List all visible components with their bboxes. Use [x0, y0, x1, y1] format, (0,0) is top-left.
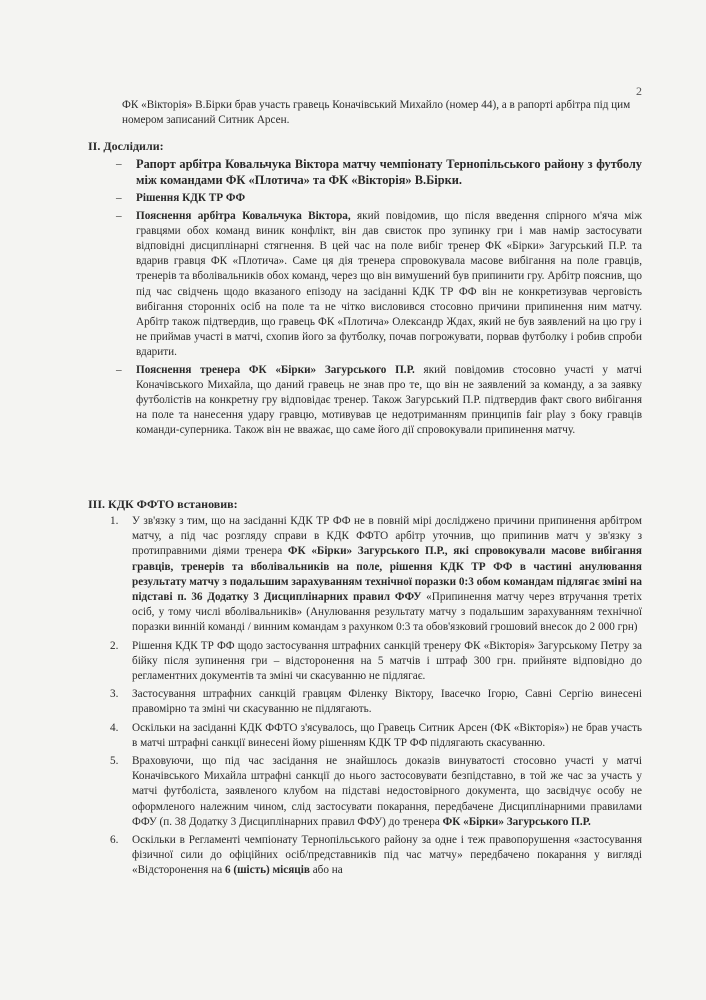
- item-number: 6.: [110, 834, 119, 847]
- dash-bullet: –: [116, 192, 122, 205]
- list-item: [112, 191, 642, 206]
- item-text-tail: «Припинення матчу через втручання третіх осіб, у тому числі вболівальників» (Анулювання результату матчу з подальшим зарахуванням технічної поразки винній команді / винним командам з рахунком 0:3 та обов'язковий грошовий внесок до 2 000 грн): [132, 591, 642, 634]
- item-number: 2.: [110, 639, 119, 652]
- item-number: 3.: [110, 688, 119, 701]
- list-item: [110, 833, 642, 879]
- item-text: який повідомив, що після введення спірного м'яча між гравцями обох команд виник конфлікт, він дав свисток про зупинку гри і мав намір застосувати відповідні дисциплінарні стягнення. В цей час на поле вибіг тренер ФК «Бірки» Загурський П.Р. та вдарив гравця ФК «Плотича». Саме ця дія тренера спровокувала масове вибігання на поле гравців, тренерів та вболівальників обох команд, через що він вимушений був припинити гру. Арбітр пояснив, що під час свідчень щодо вказаного епізоду на засіданні КДК ТР ФФ він не конкретизував черговість вибігання сторонніх осіб на поле та не чітко висловився стосовно причини припинення ним матчу. Арбітр також підтвердив, що гравець ФК «Плотича» Олександр Ждах, який не був заявлений на цю гру і не приймав участі в матчі, схопив його за футболку, почав погрожувати, порвав футболку і робив спроби вдарити.: [136, 209, 642, 359]
- item-number: 5.: [110, 755, 119, 768]
- item-bold: Пояснення арбітра Ковальчука Віктора,: [136, 209, 351, 222]
- page-number: 2: [636, 84, 642, 98]
- dash-bullet: –: [116, 209, 122, 222]
- list-item: [110, 514, 642, 636]
- section-3-list: [110, 514, 642, 882]
- item-bold: Рапорт арбітра Ковальчука Віктора матчу чемпіонату Тернопільського району з футболу між командами ФК «Плотича» та ФК «Вікторія» В.Бірки.: [136, 157, 642, 188]
- list-item: [112, 209, 642, 361]
- list-item: [110, 639, 642, 685]
- item-text: Оскільки на засіданні КДК ФФТО з'ясувалось, що Гравець Ситник Арсен (ФК «Вікторія») не брав участь в матчі штрафні санкції винесені йому рішенням КДК ТР ФФ підлягають скасуванню.: [132, 721, 642, 749]
- item-number: 1.: [110, 515, 119, 527]
- item-text: Оскільки в Регламенті чемпіонату Тернопільського району за одне і теж правопорушення «застосування фізичної сили до офіційних осіб/представників під час матчу» передбачено покарання у вигляді «Відсторонення на: [132, 834, 642, 877]
- list-item: [110, 721, 642, 751]
- section-2-heading: ІІ. Дослідили:: [88, 139, 164, 153]
- list-item: [110, 687, 642, 717]
- item-bold: ФК «Бірки» Загурського П.Р., які спровокували масове вибігання гравців, тренерів та вболівальників на поле, рішення КДК ТР ФФ в частині анулювання результату матчу з подальшим зарахуванням технічної поразки 0:3 обом командам підлягає зміні на підставі п. 36 Додатку 3 Дисциплінарних правил ФФУ: [132, 545, 642, 604]
- item-text: Застосування штрафних санкцій гравцям Філенку Віктору, Івасечко Ігорю, Савні Сергію винесені правомірно та зміні чи скасуванню не підлягають.: [132, 688, 642, 716]
- item-text: У зв'язку з тим, що на засіданні КДК ТР ФФ не в повній мірі досліджено причини припинення арбітром матчу, а під час розгляду справи в КДК ФФТО арбітр уточнив, що припинив матч у зв'язку з протиправними діями тренера: [132, 515, 642, 558]
- item-text: Враховуючи, що під час засідання не знайшлось доказів винуватості стосовно участі у матчі Коначівського Михайла штрафні санкції до нього застосовувати безпідставно, в той же час за участь у матчі футболіста, заявленого клубом на підставі недостовірного документа, що засвідчує особу не оформленого належним чином, слід застосувати покарання, передбачене Дисциплінарними правилами ФФУ (п. 38 Додатку 3 Дисциплінарних правил ФФУ) до тренера: [132, 755, 642, 828]
- section-2-list: [112, 157, 642, 441]
- list-item: [112, 157, 642, 189]
- item-number: 4.: [110, 721, 119, 734]
- item-text: Рішення КДК ТР ФФ щодо застосування штрафних санкцій тренеру ФК «Вікторія» Загурському Петру за бійку після зупинення гри – відсторонення на 5 матчів і штраф 300 грн. прийняте відповідно до регламентних документів та зміні чи скасуванню не підлягає.: [132, 639, 642, 683]
- dash-bullet: –: [116, 158, 122, 170]
- item-text-tail: або на: [309, 864, 343, 877]
- list-item: [110, 754, 642, 830]
- dash-bullet: –: [116, 363, 122, 376]
- intro-paragraph: ФК «Вікторія» В.Бірки брав участь гравець Коначівський Михайло (номер 44), а в рапорті арбітра під цим номером записаний Ситник Арсен.: [122, 99, 631, 127]
- item-bold: Пояснення тренера ФК «Бірки» Загурського П.Р.: [136, 363, 415, 376]
- section-3-heading: ІІІ. КДК ФФТО встановив:: [88, 497, 238, 511]
- item-bold: ФК «Бірки» Загурського П.Р.: [442, 815, 591, 828]
- list-item: [112, 363, 642, 439]
- item-bold: 6 (шість) місяців: [224, 864, 310, 877]
- item-text: який повідомив стосовно участі у матчі Коначівського Михайла, що даний гравець не знав про те, що він не заявлений за команду, а за заявку футболістів на конкретну гру відповідає тренер. Також Загурський П.Р. підтвердив факт свого вибігання на поле та нанесення удару гравцю, мотивував це недотриманням принципів fair play з боку гравців команди-суперника. Також він не вважає, що саме його дії спровокували припинення матчу.: [136, 363, 642, 437]
- item-bold: Рішення КДК ТР ФФ: [136, 192, 246, 205]
